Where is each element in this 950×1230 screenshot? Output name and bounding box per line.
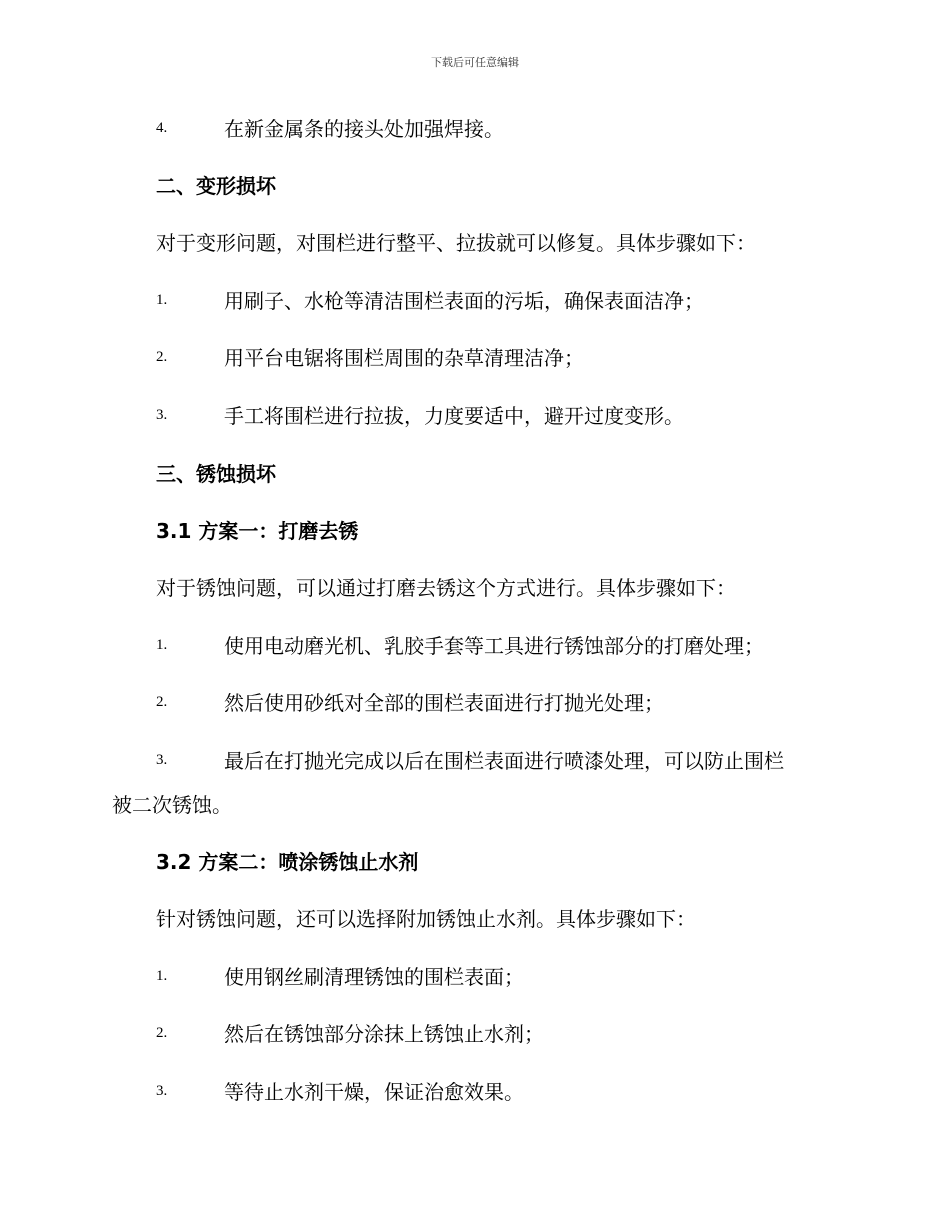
list-text: 手工将围栏进行拉拔，力度要适中，避开过度变形。: [224, 404, 684, 428]
list-number: 2.: [156, 694, 168, 710]
list-item: [0, 343, 950, 373]
list-item: [0, 401, 950, 431]
list-number: 1.: [156, 637, 168, 653]
list-item: [0, 962, 950, 992]
list-number: 3.: [156, 1083, 168, 1099]
list-text: 使用钢丝刷清理锈蚀的围栏表面；: [224, 965, 524, 989]
list-text: 在新金属条的接头处加强焊接。: [224, 117, 504, 141]
list-text: 最后在打抛光完成以后在围栏表面进行喷漆处理，可以防止围栏: [224, 749, 784, 773]
paragraph: [0, 573, 950, 603]
list-number: 1.: [156, 292, 168, 308]
subsection-heading-text: 3.1 方案一：打磨去锈: [156, 519, 359, 543]
list-item: [0, 746, 950, 776]
list-number: 4.: [156, 120, 168, 136]
page-header: 下载后可任意编辑: [431, 56, 519, 69]
paragraph-text: 对于变形问题，对围栏进行整平、拉拔就可以修复。具体步骤如下：: [156, 231, 756, 255]
list-number: 2.: [156, 1025, 168, 1041]
list-item: [0, 286, 950, 316]
list-item: [0, 688, 950, 718]
list-item: [0, 1077, 950, 1107]
paragraph: [0, 228, 950, 258]
list-text: 用平台电锯将围栏周围的杂草清理洁净；: [224, 346, 584, 370]
list-item: [0, 1019, 950, 1049]
paragraph-text: 对于锈蚀问题，可以通过打磨去锈这个方式进行。具体步骤如下：: [156, 576, 736, 600]
section-heading: [0, 171, 950, 201]
list-number: 1.: [156, 968, 168, 984]
section-heading: [0, 459, 950, 489]
paragraph: [0, 904, 950, 934]
subsection-heading: [0, 847, 950, 877]
list-item: [0, 631, 950, 661]
list-item-continuation: [0, 790, 950, 820]
list-text: 然后使用砂纸对全部的围栏表面进行打抛光处理；: [224, 691, 664, 715]
list-text: 然后在锈蚀部分涂抹上锈蚀止水剂；: [224, 1022, 544, 1046]
section-heading-text: 三、锈蚀损坏: [156, 462, 276, 486]
list-number: 3.: [156, 407, 168, 423]
section-heading-text: 二、变形损坏: [156, 174, 276, 198]
list-text: 等待止水剂干燥，保证治愈效果。: [224, 1080, 524, 1104]
subsection-heading: [0, 516, 950, 546]
list-number: 2.: [156, 349, 168, 365]
subsection-heading-text: 3.2 方案二：喷涂锈蚀止水剂: [156, 850, 419, 874]
list-text: 使用电动磨光机、乳胶手套等工具进行锈蚀部分的打磨处理；: [224, 634, 764, 658]
list-text: 用刷子、水枪等清洁围栏表面的污垢，确保表面洁净；: [224, 289, 704, 313]
paragraph-text: 针对锈蚀问题，还可以选择附加锈蚀止水剂。具体步骤如下：: [156, 907, 696, 931]
list-number: 3.: [156, 752, 168, 768]
list-item: [0, 114, 950, 144]
continuation-text: 被二次锈蚀。: [112, 793, 232, 817]
